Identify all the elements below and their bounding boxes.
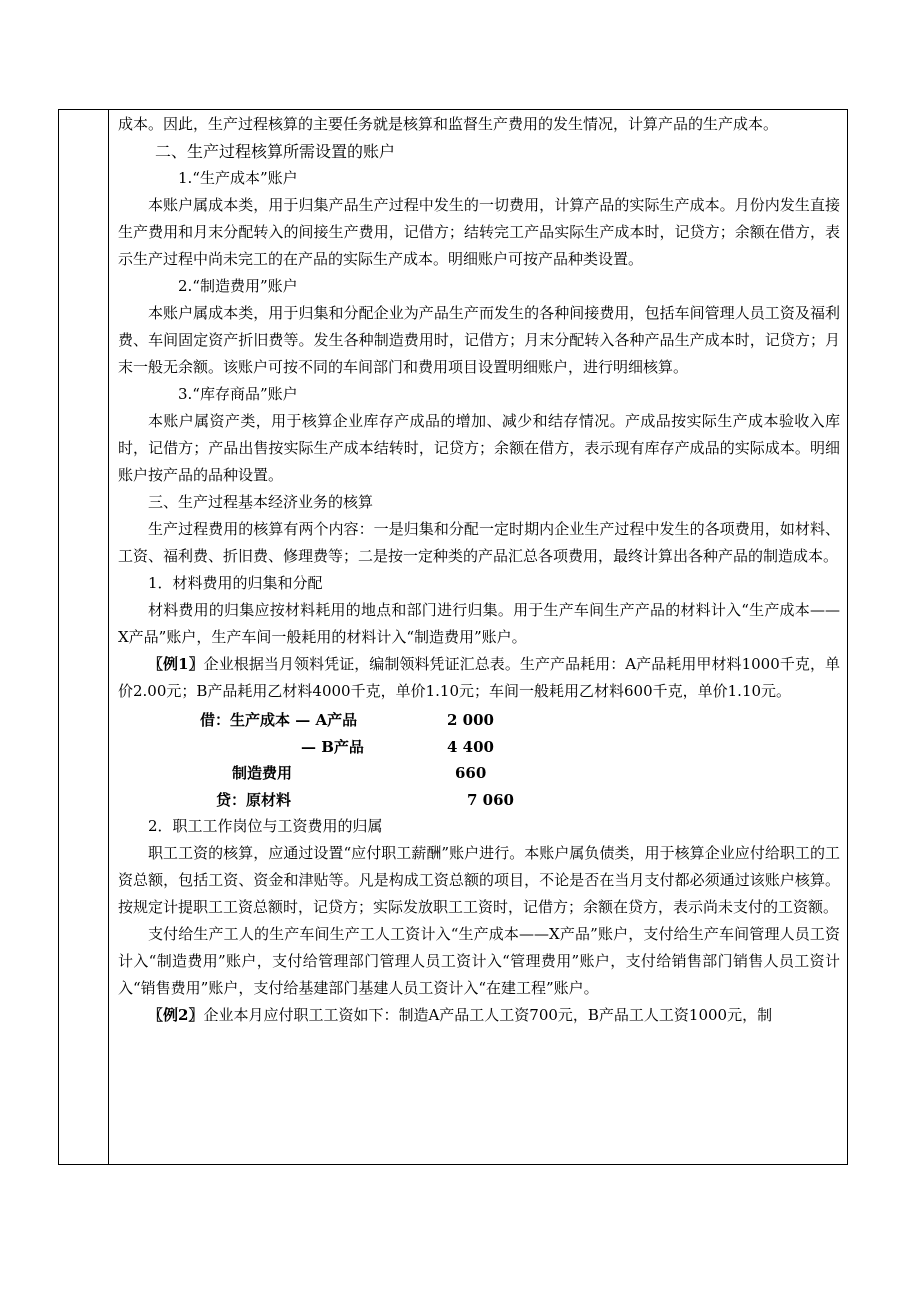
account-2-body: 本账户属成本类，用于归集和分配企业为产品生产而发生的各种间接费用，包括车间管理人员工资及福利费、车间固定资产折旧费等。发生各种制造费用时，记借方；月末分配转入各种产品生产成本时，记贷方；月末一般无余额。该账户可按不同的车间部门和费用项目设置明细账户，进行明细核算。 xyxy=(118,304,840,376)
subsection-2-heading: 2．职工工作岗位与工资费用的归属 xyxy=(148,817,383,835)
journal-line xyxy=(118,734,840,761)
example-2-label: 〖例2〗 xyxy=(148,1006,204,1024)
journal-label: — B产品 xyxy=(301,737,364,756)
subsection-1-heading: 1．材料费用的归集和分配 xyxy=(148,574,323,592)
journal-label: 借：生产成本 — A产品 xyxy=(200,711,358,729)
example-2 xyxy=(118,1002,840,1029)
table-column-divider xyxy=(108,109,109,1165)
paragraph-continued: 成本。因此，生产过程核算的主要任务就是核算和监督生产费用的发生情况，计算产品的生产成本。 xyxy=(118,115,779,133)
section-2-heading: 二、生产过程核算所需设置的账户 xyxy=(155,142,396,161)
journal-line xyxy=(118,707,840,734)
journal-line xyxy=(118,760,840,787)
table-content-cell xyxy=(118,111,840,1029)
account-1-heading: 1.“生产成本”账户 xyxy=(178,169,298,187)
journal-label: 贷：原材料 xyxy=(216,790,292,809)
example-1-body: 企业根据当月领料凭证，编制领料凭证汇总表。生产产品耗用：A产品耗用甲材料1000千克，单价2.00元；B产品耗用乙材料4000千克，单价1.10元；车间一般耗用乙材料600千克，单价1.10元。 xyxy=(118,655,840,700)
account-2-heading: 2.“制造费用”账户 xyxy=(178,277,298,295)
section-3-body: 生产过程费用的核算有两个内容：一是归集和分配一定时期内企业生产过程中发生的各项费用，如材料、工资、福利费、折旧费、修理费等；二是按一定种类的产品汇总各项费用，最终计算出各种产品的制造成本。 xyxy=(118,520,840,565)
account-3-body: 本账户属资产类，用于核算企业库存产成品的增加、减少和结存情况。产成品按实际生产成本验收入库时，记借方；产品出售按实际生产成本结转时，记贷方；余额在借方，表示现有库存产成品的实际成本。明细账户按产品的品种设置。 xyxy=(118,412,840,484)
journal-line xyxy=(118,787,840,814)
example-1-label: 〖例1〗 xyxy=(148,655,204,673)
journal-amount: 7 060 xyxy=(467,790,514,809)
account-3-heading: 3.“库存商品”账户 xyxy=(178,385,298,403)
subsection-2-body-2: 支付给生产工人的生产车间生产工人工资计入“生产成本——X产品”账户，支付给生产车间管理人员工资计入“制造费用”账户，支付给管理部门管理人员工资计入“管理费用”账户，支付给销售部门销售人员工资计入“销售费用”账户，支付给基建部门基建人员工资计入“在建工程”账户。 xyxy=(118,925,840,997)
account-1-body: 本账户属成本类，用于归集产品生产过程中发生的一切费用，计算产品的实际生产成本。月份内发生直接生产费用和月末分配转入的间接生产费用，记借方；结转完工产品实际生产成本时，记贷方；余额在借方，表示生产过程中尚未完工的在产品的实际生产成本。明细账户可按产品种类设置。 xyxy=(118,196,840,268)
example-2-body: 企业本月应付职工工资如下：制造A产品工人工资700元，B产品工人工资1000元，制 xyxy=(203,1006,773,1024)
journal-amount: 2 000 xyxy=(447,711,494,729)
section-3-heading: 三、生产过程基本经济业务的核算 xyxy=(148,493,374,511)
journal-entry xyxy=(118,707,840,813)
journal-amount: 4 400 xyxy=(447,737,494,756)
subsection-1-body: 材料费用的归集应按材料耗用的地点和部门进行归集。用于生产车间生产产品的材料计入“生产成本——X产品”账户，生产车间一般耗用的材料计入“制造费用”账户。 xyxy=(118,601,840,646)
journal-amount: 660 xyxy=(455,764,487,782)
example-1 xyxy=(118,651,840,705)
journal-label: 制造费用 xyxy=(232,764,293,782)
subsection-2-body-1: 职工工资的核算，应通过设置“应付职工薪酬”账户进行。本账户属负债类，用于核算企业应付给职工的工资总额，包括工资、资金和津贴等。凡是构成工资总额的项目，不论是否在当月支付都必须通过该账户核算。按规定计提职工工资总额时，记贷方；实际发放职工工资时，记借方；余额在贷方，表示尚未支付的工资额。 xyxy=(118,844,840,916)
